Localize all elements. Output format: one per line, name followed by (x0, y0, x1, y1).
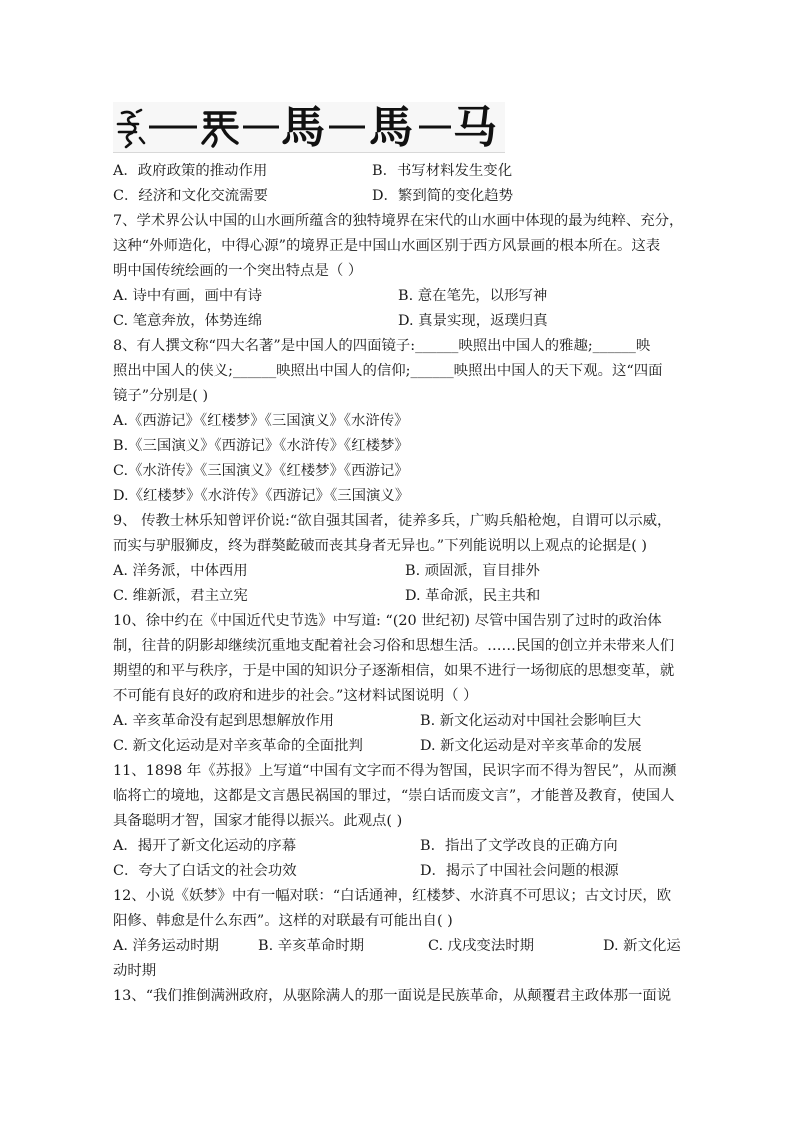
q10-stem-line-2: 制，往昔的阴影却继续沉重地支配着社会习俗和思想生活。……民国的创立并未带来人们 (113, 638, 675, 654)
q12-option-d: D. 新文化运 (603, 938, 681, 954)
q10-option-c: C. 新文化运动是对辛亥革命的全面批判 (113, 738, 363, 754)
q8-stem-line-1: 8、有人撰文称“四大名著”是中国人的四面镜子:______映照出中国人的雅趣;______映 (113, 338, 651, 354)
q7-option-b: B. 意在笔先，以形写神 (398, 288, 548, 304)
q10-stem-line-4: 不可能有良好的政府和进步的社会。”这材料试图说明（ ） (113, 688, 478, 704)
q12-stem-line-1: 12、小说《妖梦》中有一幅对联：“白话通神，红楼梦、水浒真不可思议；古文讨厌，欧 (113, 888, 672, 904)
horse-character-evolution-image (113, 102, 505, 153)
q12-option-a: A. 洋务运动时期 (113, 938, 219, 954)
q12-option-b: B. 辛亥革命时期 (258, 938, 365, 954)
q9-stem-line-1: 9、 传教士林乐知曾评价说:“欲自强其国者，徒养多兵，广购兵船枪炮，自谓可以示威， (113, 513, 672, 529)
q6-option-a: A．政府政策的推动作用 (113, 163, 268, 179)
q11-option-a: A．揭开了新文化运动的序幕 (113, 838, 297, 854)
q9-option-b: B. 顽固派，盲目排外 (405, 563, 540, 579)
q8-stem-line-2: 照出中国人的侠义;______映照出中国人的信仰;______映照出中国人的天下观。这“四面 (113, 363, 663, 379)
q10-option-d: D. 新文化运动是对辛亥革命的发展 (420, 738, 642, 754)
q11-option-b: B．指出了文学改良的正确方向 (420, 838, 618, 854)
q6-option-b: B．书写材料发生变化 (372, 163, 513, 179)
q8-option-c: C.《水浒传》《三国演义》《红楼梦》《西游记》 (113, 463, 409, 479)
glyph-simplified: 马 (453, 102, 497, 152)
q11-stem-line-3: 具备聪明才智，国家才能得以振兴。此观点( ) (113, 813, 403, 829)
q10-stem-line-3: 期望的和平与秩序，于是中国的知识分子逐渐相信，如果不进行一场彻底的思想变革，就 (113, 663, 675, 679)
glyph-regular-traditional: 馬 (369, 102, 413, 152)
q9-stem-line-2: 而实与驴服狮皮，终为群獒齕破而丧其身者无异也。”下列能说明以上观点的论据是( ) (113, 538, 648, 554)
glyph-small-seal: 馬 (281, 102, 325, 152)
q8-stem-line-3: 镜子”分别是( ) (113, 388, 209, 404)
q10-stem-line-1: 10、徐中约在《中国近代史节选》中写道: “(20 世纪初) 尽管中国告别了过时的政治体 (113, 613, 662, 629)
q6-option-c: C．经济和文化交流需要 (113, 188, 268, 204)
q6-option-d: D．繁到简的变化趋势 (372, 188, 514, 204)
q7-stem-line-3: 明中国传统绘画的一个突出特点是（ ） (113, 263, 363, 279)
q11-stem-line-2: 临将亡的境地，这都是文言愚民祸国的罪过，“崇白话而废文言”，才能普及教育，使国人 (113, 788, 675, 804)
q7-option-a: A. 诗中有画，画中有诗 (113, 288, 263, 304)
q10-option-b: B. 新文化运动对中国社会影响巨大 (420, 713, 642, 729)
q11-option-c: C．夸大了白话文的社会功效 (113, 863, 297, 879)
q9-option-a: A. 洋务派，中体西用 (113, 563, 248, 579)
q7-stem-line-1: 7、学术界公认中国的山水画所蕴含的独特境界在宋代的山水画中体现的最为纯粹、充分， (113, 213, 684, 229)
q9-option-d: D. 革命派，民主共和 (405, 588, 541, 604)
q13-stem-line-1: 13、“我们推倒满洲政府，从驱除满人的那一面说是民族革命，从颠覆君主政体那一面说 (113, 988, 672, 1004)
q10-option-a: A. 辛亥革命没有起到思想解放作用 (113, 713, 335, 729)
q7-option-c: C. 笔意奔放，体势连绵 (113, 313, 263, 329)
character-evolution-graphic (113, 102, 505, 152)
q11-stem-line-1: 11、1898 年《苏报》上写道“中国有文字而不得为智国，民识字而不得为智民”，从而濒 (113, 763, 677, 779)
q12-stem-line-2: 阳修、韩愈是什么东西”。这样的对联最有可能出自( ) (113, 913, 453, 929)
q7-stem-line-2: 这种“外师造化，中得心源”的境界正是中国山水画区别于西方风景画的根本所在。这表 (113, 238, 661, 254)
q12-option-c: C. 戊戌变法时期 (428, 938, 534, 954)
q9-option-c: C. 维新派，君主立宪 (113, 588, 248, 604)
q8-option-d: D.《红楼梦》《水浒传》《西游记》《三国演义》 (113, 488, 410, 504)
q8-option-a: A.《西游记》《红楼梦》《三国演义》《水浒传》 (113, 413, 409, 429)
q12-option-d-continued: 动时期 (113, 963, 157, 979)
q8-option-b: B.《三国演义》《西游记》《水浒传》《红楼梦》 (113, 438, 409, 454)
q11-option-d: D．揭示了中国社会问题的根源 (420, 863, 619, 879)
q7-option-d: D. 真景实现，返璞归真 (398, 313, 548, 329)
